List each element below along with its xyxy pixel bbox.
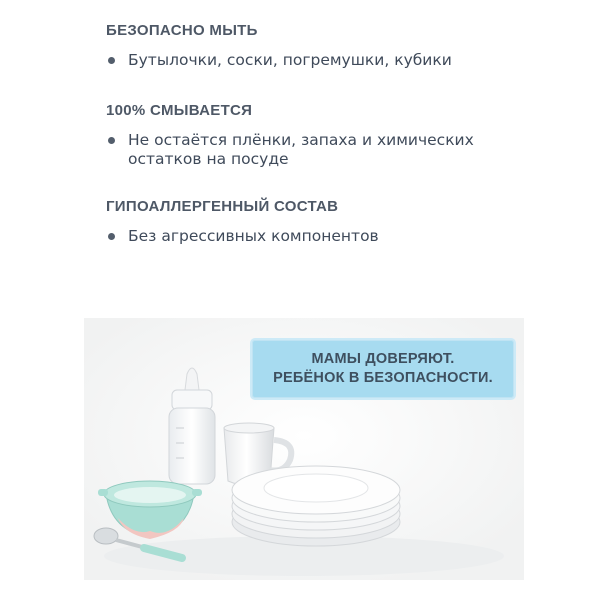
feature-bullet-text-line1: Не остаётся плёнки, запаха и химических <box>128 131 474 149</box>
plates-stack-icon <box>232 466 400 546</box>
bullet-dot-icon <box>108 57 115 64</box>
bullet-dot-icon <box>108 137 115 144</box>
feature-heading: 100% СМЫВАЕТСЯ <box>106 102 253 119</box>
feature-rinses-off <box>106 102 576 169</box>
feature-bullet-text: Бутылочки, соски, погремушки, кубики <box>128 51 452 69</box>
feature-hypoallergenic <box>106 198 576 246</box>
banner-line1: МАМЫ ДОВЕРЯЮТ. <box>311 351 455 367</box>
feature-bullet <box>106 131 576 169</box>
feature-heading: ГИПОАЛЛЕРГЕННЫЙ СОСТАВ <box>106 198 339 215</box>
bullet-dot-icon <box>108 233 115 240</box>
feature-bullet <box>106 227 576 246</box>
feature-safe-wash <box>106 22 576 70</box>
feature-bullet-text: Без агрессивных компонентов <box>128 227 379 245</box>
feature-heading: БЕЗОПАСНО МЫТЬ <box>106 22 258 39</box>
feature-bullet <box>106 51 576 70</box>
banner-line2: РЕБЁНОК В БЕЗОПАСНОСТИ. <box>273 370 493 386</box>
feature-bullet-text-line2: остатков на посуде <box>128 150 289 168</box>
trust-banner <box>250 338 516 400</box>
